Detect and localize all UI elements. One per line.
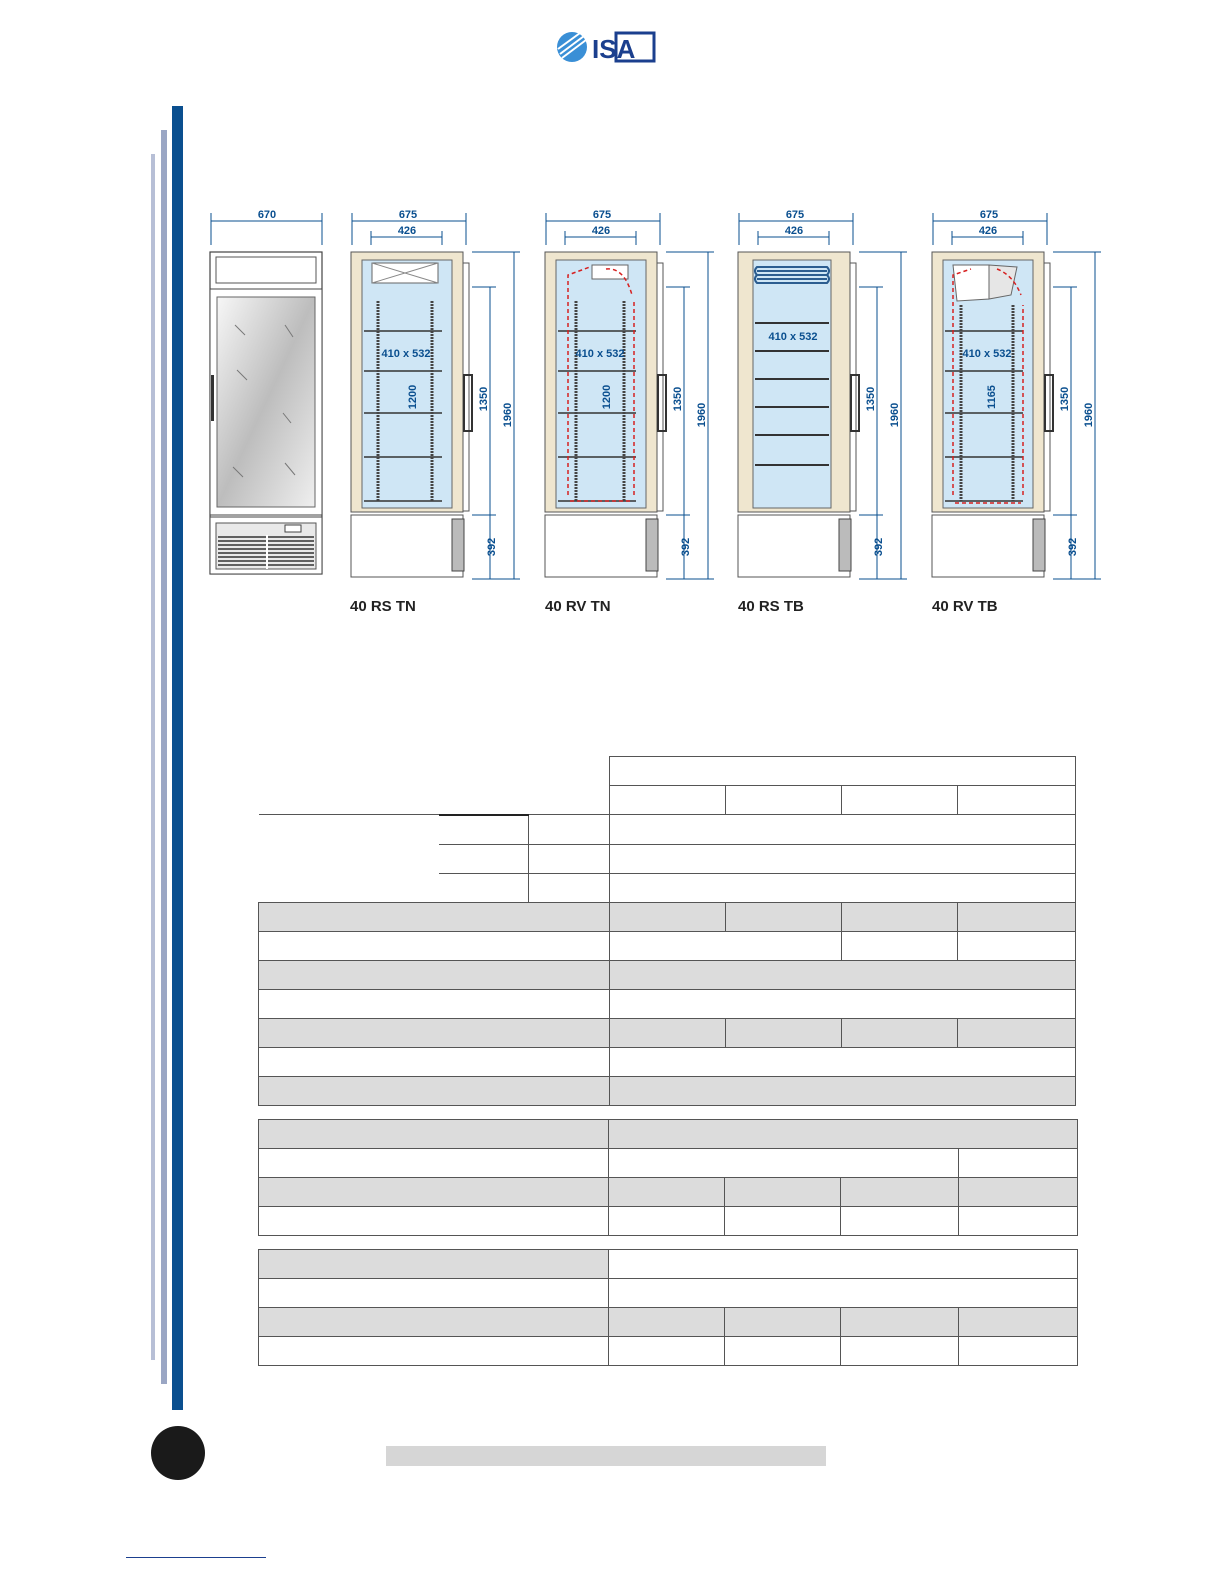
shelf-size-label: 410 x 532 [381, 348, 431, 360]
table-row [259, 960, 1076, 989]
inner-width-label: 426 [397, 225, 417, 237]
interior-height-label: 1200 [601, 384, 613, 410]
table-row [259, 844, 1076, 873]
table-row [259, 931, 1076, 960]
total-height-label: 1960 [889, 402, 901, 428]
table-row [259, 1279, 1078, 1308]
inner-width-label: 426 [978, 225, 998, 237]
shelf-size-label: 410 x 532 [962, 348, 1012, 360]
outer-width-label: 675 [398, 209, 418, 221]
door-height-label: 1350 [478, 386, 490, 412]
interior-height-label: 1200 [407, 384, 419, 410]
table-row [259, 815, 1076, 845]
logo-text: ISA [592, 34, 636, 64]
total-height-label: 1960 [502, 402, 514, 428]
base-height-label: 392 [1067, 537, 1079, 557]
spec-table-main [258, 756, 1076, 1106]
section-40-rv-tn-drawing [540, 205, 720, 585]
base-height-label: 392 [680, 537, 692, 557]
model-label-40-rv-tb: 40 RV TB [932, 598, 998, 615]
isa-logo-icon [556, 30, 656, 64]
footer-bar [386, 1446, 826, 1466]
spec-table-third [258, 1249, 1078, 1366]
model-label-40-rs-tn: 40 RS TN [350, 598, 416, 615]
model-label-40-rs-tb: 40 RS TB [738, 598, 804, 615]
model-label-40-rv-tn: 40 RV TN [545, 598, 611, 615]
table-row [259, 1178, 1078, 1207]
table-row [259, 1018, 1076, 1047]
door-height-label: 1350 [1059, 386, 1071, 412]
inner-width-label: 426 [784, 225, 804, 237]
section-40-rv-tb-drawing [927, 205, 1107, 585]
side-bar-mid [161, 130, 167, 1384]
table-row [259, 989, 1076, 1018]
shelf-size-label: 410 x 532 [575, 348, 625, 360]
section-40-rs-tn-drawing [346, 205, 526, 585]
table-row [259, 1337, 1078, 1366]
table-row [259, 1047, 1076, 1076]
outer-width-label: 675 [979, 209, 999, 221]
front-view-drawing [205, 205, 330, 585]
inner-width-label: 426 [591, 225, 611, 237]
total-height-label: 1960 [696, 402, 708, 428]
door-height-label: 1350 [865, 386, 877, 412]
table-row [259, 902, 1076, 931]
spec-table-second [258, 1119, 1078, 1236]
front-width-label: 670 [257, 209, 277, 221]
table-row [259, 1076, 1076, 1105]
side-bar-light [151, 154, 155, 1360]
table-row [259, 873, 1076, 902]
base-height-label: 392 [873, 537, 885, 557]
table-row [259, 1250, 1078, 1279]
door-height-label: 1350 [672, 386, 684, 412]
outer-width-label: 675 [785, 209, 805, 221]
bottom-rule [126, 1557, 266, 1558]
side-bar-dark [172, 106, 183, 1410]
interior-height-label: 1165 [986, 385, 998, 409]
page-number-badge [151, 1426, 205, 1480]
table-row [259, 1120, 1078, 1149]
table-row [259, 1308, 1078, 1337]
total-height-label: 1960 [1083, 402, 1095, 428]
outer-width-label: 675 [592, 209, 612, 221]
section-40-rs-tb-drawing [733, 205, 913, 585]
shelf-size-label: 410 x 532 [768, 331, 818, 343]
table-row [259, 1207, 1078, 1236]
table-row [259, 757, 1076, 786]
table-row [259, 1149, 1078, 1178]
base-height-label: 392 [486, 537, 498, 557]
table-row [259, 786, 1076, 815]
